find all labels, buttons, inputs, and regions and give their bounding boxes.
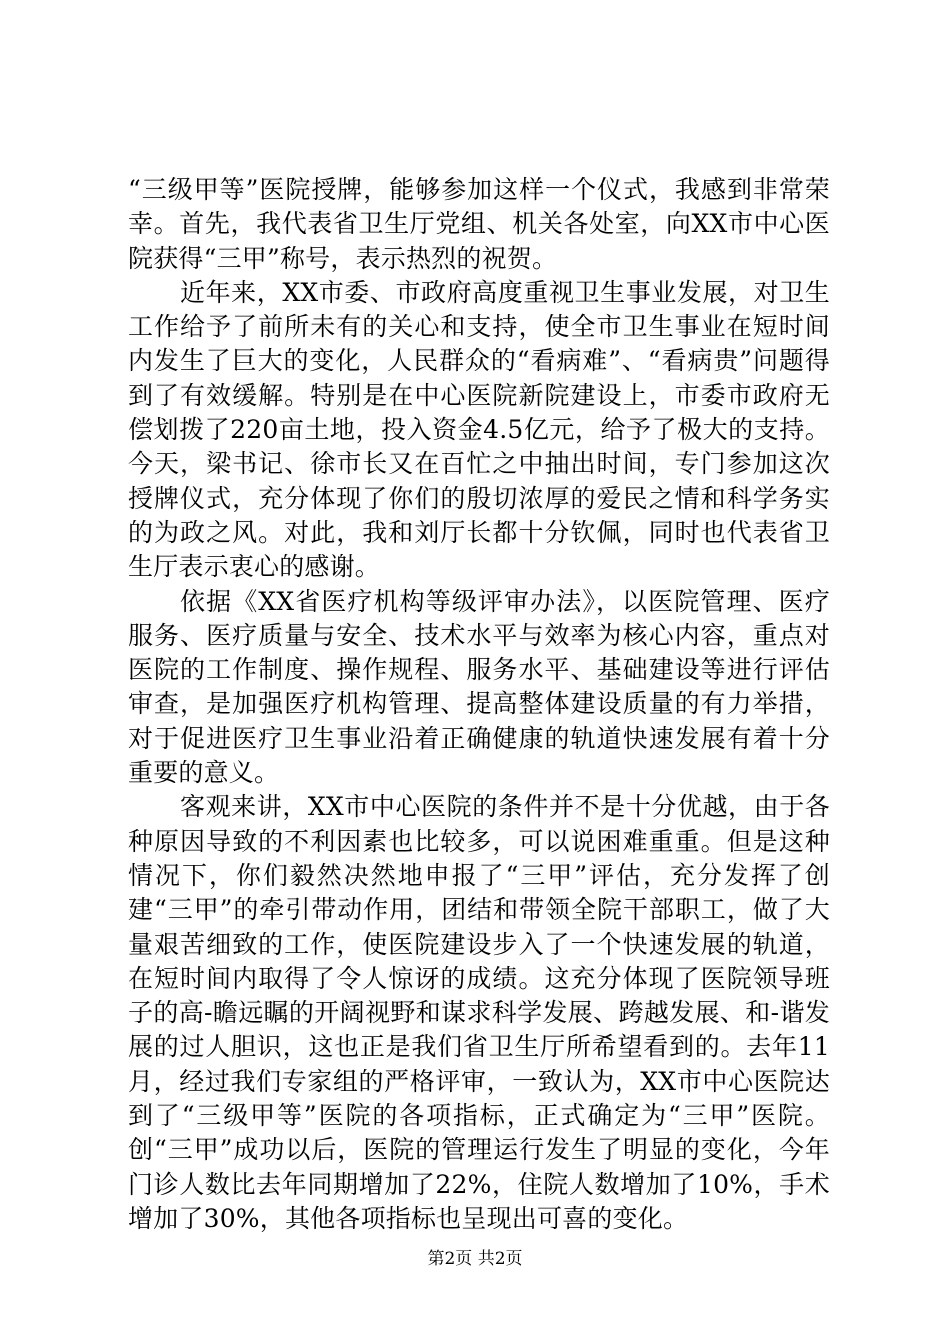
paragraph-3: 依据《XX省医疗机构等级评审办法》，以医院管理、医疗服务、医疗质量与安全、技术水平与效率为核心内容，重点对医院的工作制度、操作规程、服务水平、基础建设等进行评估审查，是加强医疗机构管理、提高整体建设质量的有力举措，对于促进医疗卫生事业沿着正确健康的轨道快速发展有着十分重要的意义。 [128, 586, 830, 788]
paragraph-1: “三级甲等”医院授牌，能够参加这样一个仪式，我感到非常荣幸。首先，我代表省卫生厅党组、机关各处室，向XX市中心医院获得“三甲”称号，表示热烈的祝贺。 [128, 175, 830, 273]
document-body [128, 173, 830, 1236]
page-number-footer: 第2页 共2页 [427, 1249, 523, 1269]
paragraph-2: 近年来，XX市委、市政府高度重视卫生事业发展，对卫生工作给予了前所未有的关心和支持，使全市卫生事业在短时间内发生了巨大的变化，人民群众的“看病难”、“看病贵”问题得到了有效缓解。特别是在中心医院新院建设上，市委市政府无偿划拨了220亩土地，投入资金4.5亿元，给予了极大的支持。今天，梁书记、徐市长又在百忙之中抽出时间，专门参加这次授牌仪式，充分体现了你们的殷切浓厚的爱民之情和科学务实的为政之风。对此，我和刘厅长都十分钦佩，同时也代表省卫生厅表示衷心的感谢。 [128, 277, 830, 582]
paragraph-4: 客观来讲，XX市中心医院的条件并不是十分优越，由于各种原因导致的不利因素也比较多，可以说困难重重。但是这种情况下，你们毅然决然地申报了“三甲”评估，充分发挥了创建“三甲”的牵引带动作用，团结和带领全院干部职工，做了大量艰苦细致的工作，使医院建设步入了一个快速发展的轨道，在短时间内取得了令人惊讶的成绩。这充分体现了医院领导班子的高-瞻远瞩的开阔视野和谋求科学发展、跨越发展、和-谐发展的过人胆识，这也正是我们省卫生厅所希望看到的。去年11月，经过我们专家组的严格评审，一致认为，XX市中心医院达到了“三级甲等”医院的各项指标，正式确定为“三甲”医院。创“三甲”成功以后，医院的管理运行发生了明显的变化，今年门诊人数比去年同期增加了22%，住院人数增加了10%，手术增加了30%，其他各项指标也呈现出可喜的变化。 [128, 792, 830, 1233]
